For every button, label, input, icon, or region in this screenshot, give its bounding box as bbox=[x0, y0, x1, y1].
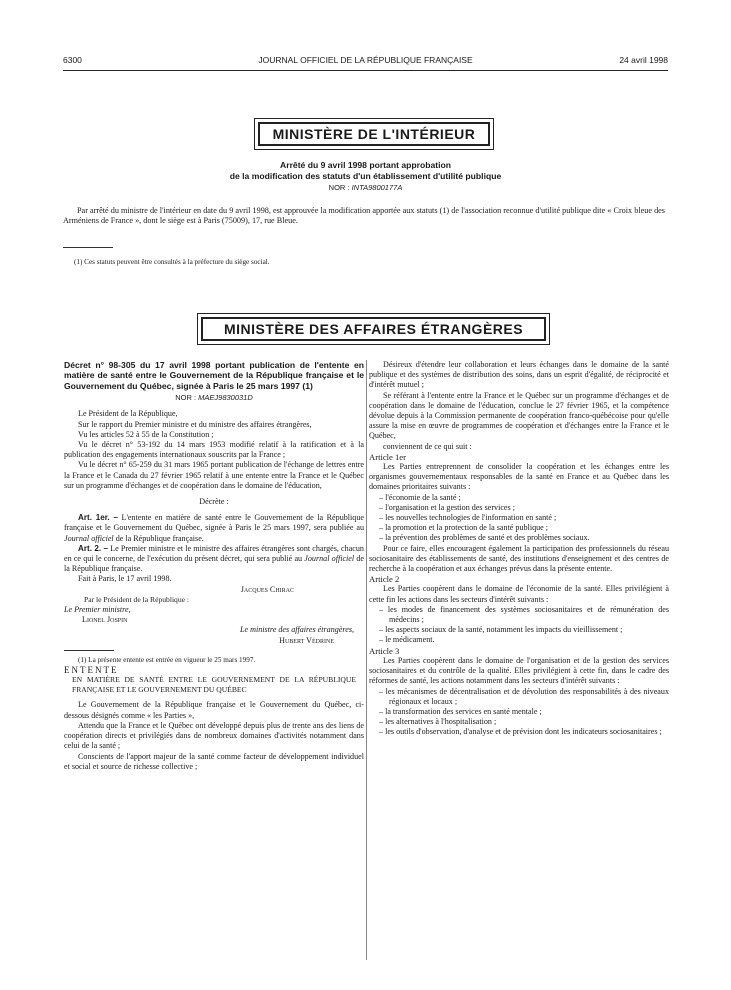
visa-constitution: Vu les articles 52 à 55 de la Constitution ; bbox=[78, 429, 214, 439]
arrete-nor-code: INTA9800177A bbox=[351, 183, 403, 192]
list-item: – la prévention des problèmes de santé et des problèmes sociaux. bbox=[379, 533, 590, 543]
list-item: – les nouvelles technologies de l'information en santé ; bbox=[379, 513, 557, 523]
arrete-title-line1: Arrêté du 9 avril 1998 portant approbation bbox=[280, 160, 451, 170]
article-1-title: Article 1er bbox=[369, 451, 406, 462]
left-column bbox=[64, 360, 364, 772]
arrete-footnote: (1) Ces statuts peuvent être consultés à la préfecture du siège social. bbox=[74, 258, 270, 266]
article-1-end: Pour ce faire, elles encouragent également la participation des professionnels du réseau sociosanitaire des établissements de santé, des institutions d'enseignement et des centres de recherche à la coopération et aux échanges prévus dans la présente entente. bbox=[369, 543, 669, 574]
article-2-list bbox=[369, 605, 669, 646]
visa-rapport: Sur le rapport du Premier ministre et du ministre des affaires étrangères, bbox=[78, 419, 312, 429]
decrete: Décrète : bbox=[199, 497, 229, 507]
article-3-list bbox=[369, 687, 669, 738]
preamble-se-referant: Se référant à l'entente entre la France et le Québec sur un programme d'échanges et de coopération dans le domaine de l'éducation, conclue le 27 février 1965, et la compétence dévolue depuis à la Commission permanente de coopération franco-québécoise pour qu'elle assure la mise en œuvre de programmes de coopération et d'échanges entre la France et le Québec, bbox=[369, 390, 669, 441]
article-1-text: Les Parties entreprennent de consolider la coopération et les échanges entre les organismes gouvernementaux responsables de la santé en France et au Québec dans les domaines prioritaires suivants : bbox=[369, 462, 669, 492]
decree-title: Décret n° 98-305 du 17 avril 1998 portant publication de l'entente en matière de santé entre le Gouvernement de la République française et le Gouvernement du Québec, signée à Paris le 25 mars 1997 (1) bbox=[64, 360, 364, 391]
list-item: – l'économie de la santé ; bbox=[379, 492, 461, 502]
fait-a-paris: Fait à Paris, le 17 avril 1998. bbox=[78, 574, 172, 584]
list-item: – la transformation des services en santé mentale ; bbox=[379, 706, 542, 716]
par-le-president: Par le Président de la République : bbox=[84, 594, 190, 604]
preamble-desireux: Désireux d'étendre leur collaboration et leurs échanges dans le domaine de la santé publique et des systèmes de distribution des soins, dans un esprit d'égalité, de réciprocité et d'intérêt mutuel ; bbox=[369, 360, 669, 390]
mae-title: Le ministre des affaires étrangères, bbox=[240, 625, 354, 635]
preamble-conviennent: conviennent de ce qui suit : bbox=[383, 441, 472, 451]
article-1: Art. 1er. – L'entente en matière de santé entre le Gouvernement de la République française et le Gouvernement du Québec, signée à Paris le 25 mars 1997, sera publiée au Journal officiel de la République française. bbox=[64, 513, 364, 543]
ministry-box-affaires-etrangeres bbox=[197, 313, 550, 345]
page-number: 6300 bbox=[63, 55, 82, 65]
entente-parties: Le Gouvernement de la République française et le Gouvernement du Québec, ci-dessous désignés comme « les Parties », bbox=[64, 700, 364, 720]
list-item: – les modes de financement des systèmes sociosanitaires et de rémunération des médecins ; bbox=[379, 604, 669, 625]
article-2: Art. 2. – Le Premier ministre et le ministre des affaires étrangères sont chargés, chacun en ce qui le concerne, de l'exécution du présent décret, qui sera publié au Journal officiel de la République française. bbox=[64, 543, 364, 574]
right-column bbox=[369, 360, 669, 738]
decree-footnote: (1) La présente entente est entrée en vigueur le 25 mars 1997. bbox=[78, 655, 256, 664]
arrete-title bbox=[63, 160, 668, 181]
issue-date: 24 avril 1998 bbox=[619, 55, 668, 65]
list-item: – l'organisation et la gestion des services ; bbox=[379, 502, 515, 512]
column-separator bbox=[366, 360, 367, 960]
mae-name: Hubert Védrine bbox=[279, 635, 334, 645]
entente-attendu: Attendu que la France et le Québec ont développé depuis plus de trente ans des liens de coopération directs et privilégiés dans de nombreux domaines d'activités notamment dans celui de la santé ; bbox=[64, 720, 364, 751]
article-1-list bbox=[369, 493, 669, 544]
entente-subtitle: EN MATIÈRE DE SANTÉ ENTRE LE GOUVERNEMENT DE LA RÉPUBLIQUE FRANÇAISE ET LE GOUVERNEMENT DU QUÉBEC bbox=[72, 675, 356, 694]
footnote-rule-2 bbox=[64, 650, 114, 651]
president: Le Président de la République, bbox=[78, 409, 178, 419]
decree-nor: NOR : MAEJ9830031D bbox=[175, 393, 253, 403]
list-item: – la promotion et la protection de la santé publique ; bbox=[379, 523, 549, 533]
visa-decret-1953: Vu le décret n° 53-192 du 14 mars 1953 modifié relatif à la ratification et à la publication des engagements internationaux souscrits par la France ; bbox=[64, 440, 364, 460]
entente-title: ENTENTE bbox=[64, 665, 119, 676]
entente-conscients: Conscients de l'apport majeur de la santé comme facteur de développement individuel et social et source de richesse collective ; bbox=[64, 751, 364, 771]
ministry-title-interieur: MINISTÈRE DE L'INTÉRIEUR bbox=[258, 122, 490, 146]
list-item: – les aspects sociaux de la santé, notamment les impacts du vieillissement ; bbox=[379, 625, 623, 635]
arrete-title-line2: de la modification des statuts d'un établissement d'utilité publique bbox=[229, 170, 502, 181]
signature-chirac: Jacques Chirac bbox=[240, 584, 294, 594]
journal-title: JOURNAL OFFICIEL DE LA RÉPUBLIQUE FRANÇAISE bbox=[258, 55, 473, 65]
ministry-title-affaires-etrangeres: MINISTÈRE DES AFFAIRES ÉTRANGÈRES bbox=[201, 317, 546, 341]
arrete-body: Par arrêté du ministre de l'intérieur en date du 9 avril 1998, est approuvée la modification apportée aux statuts (1) de l'association reconnue d'utilité publique dite « Croix bleue des Arméniens de France », dont le siège est à Paris (75009), 17, rue Bleue. bbox=[63, 206, 665, 226]
article-2-text: Les Parties coopèrent dans le domaine de l'économie de la santé. Elles privilégient à cette fin les actions dans les secteurs d'intérêt suivants : bbox=[369, 584, 669, 604]
visa-decret-1965: Vu le décret n° 65-259 du 31 mars 1965 portant publication de l'échange de lettres entre la France et le Canada du 27 février 1965 relatif à une entente entre la France et le Québec sur un programme d'échanges et de coopération dans le domaine de l'éducation, bbox=[64, 460, 364, 490]
list-item: – les mécanismes de décentralisation et de dévolution des responsabilités à des niveaux régionaux et locaux ; bbox=[379, 686, 669, 706]
list-item: – les alternatives à l'hospitalisation ; bbox=[379, 717, 497, 727]
premier-ministre-title: Le Premier ministre, bbox=[64, 605, 131, 615]
article-3-text: Les Parties coopèrent dans le domaine de l'organisation et de la gestion des services sociosanitaires et du contrôle de la qualité. Elles privilégient à cette fin, dans le cadre des réformes de santé, les actions notamment dans les secteurs d'intérêt suivants : bbox=[369, 655, 669, 686]
list-item: – le médicament. bbox=[379, 635, 435, 645]
running-header bbox=[63, 55, 668, 71]
list-item: – les outils d'observation, d'analyse et de prévision dont les indicateurs sociosanitaires ; bbox=[379, 727, 662, 737]
article-3-title: Article 3 bbox=[369, 645, 400, 656]
footnote-rule bbox=[63, 247, 113, 248]
article-2-title: Article 2 bbox=[369, 574, 400, 585]
decree-nor-code: MAEJ9830031D bbox=[198, 393, 253, 403]
premier-ministre-name: Lionel Jospin bbox=[82, 615, 128, 625]
arrete-nor: NOR : INTA9800177A bbox=[328, 183, 403, 192]
ministry-box-interieur bbox=[254, 118, 494, 150]
